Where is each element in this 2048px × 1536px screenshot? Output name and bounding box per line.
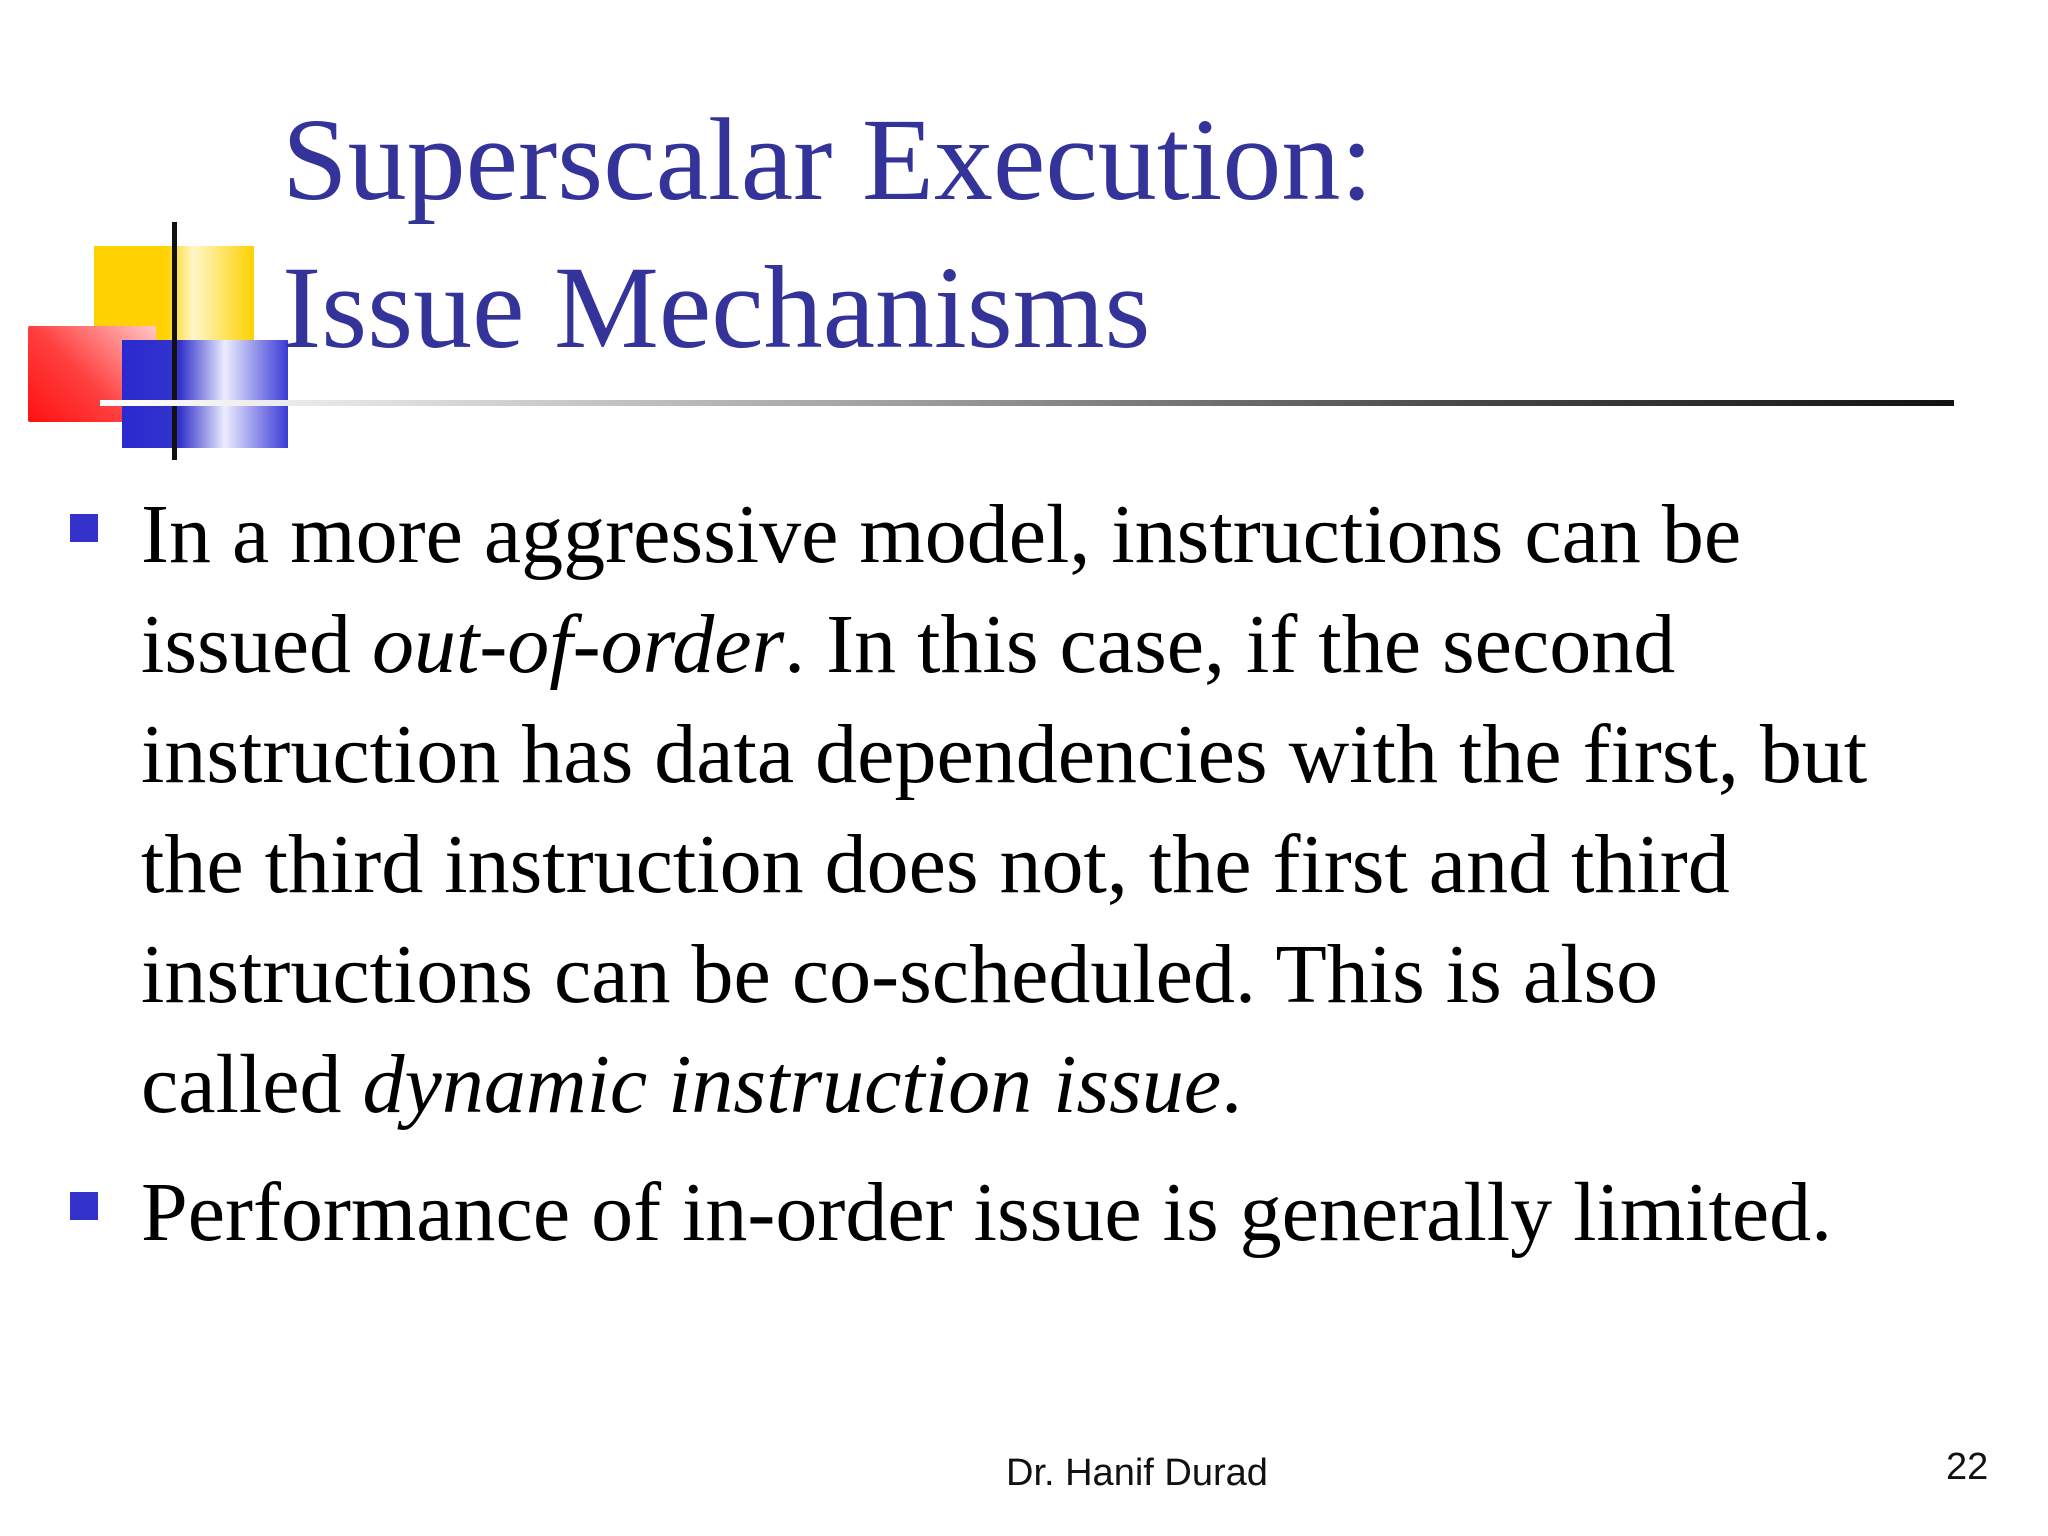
bullet-1-line-3: instruction has data dependencies with the first, but [141, 708, 1868, 801]
bullet-1-line-5: instructions can be co-scheduled. This is also [141, 928, 1659, 1021]
bullet-item-2 [0, 1158, 2048, 1268]
blue-square-icon [122, 340, 288, 448]
square-bullet-icon [70, 1192, 98, 1220]
bullet-2-text: Performance of in-order issue is generally limited. [141, 1166, 1833, 1259]
bullet-1-line-6: called dynamic instruction issue. [141, 1038, 1243, 1131]
emphasis-out-of-order: out-of-order [372, 598, 785, 691]
slide-title-line-2: Issue Mechanisms [282, 242, 1151, 373]
bullet-1-line-1: In a more aggressive model, instructions can be [141, 488, 1742, 581]
bullet-1-line-2: issued out-of-order. In this case, if the second [141, 598, 1676, 691]
page-number: 22 [1946, 1446, 1989, 1488]
footer-author: Dr. Hanif Durad [1006, 1452, 1268, 1494]
emphasis-dynamic-instruction-issue: dynamic instruction issue [362, 1038, 1222, 1131]
bullet-list [0, 480, 2048, 1268]
vertical-divider [172, 222, 177, 460]
title-underline [100, 400, 1954, 406]
bullet-1-line-4: the third instruction does not, the first and third [141, 818, 1730, 911]
slide-title [282, 86, 1373, 382]
square-bullet-icon [70, 514, 98, 542]
slide-title-line-1: Superscalar Execution: [282, 94, 1374, 225]
bullet-item-1 [0, 480, 2048, 1140]
